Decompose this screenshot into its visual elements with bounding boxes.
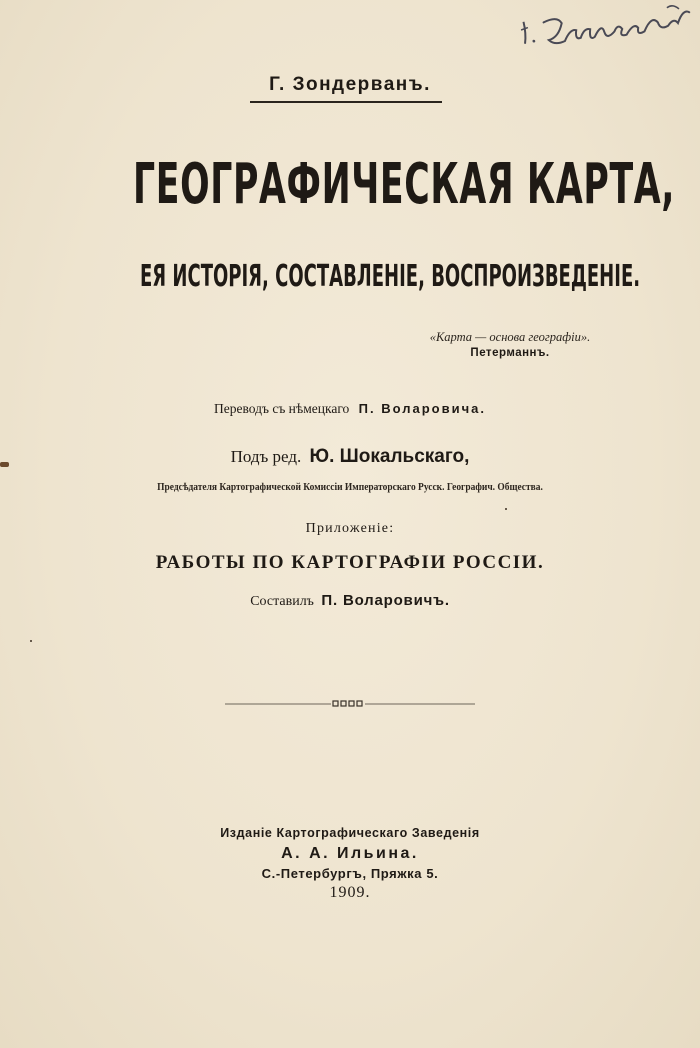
- ornament-divider: [225, 697, 475, 709]
- epigraph: [400, 330, 620, 359]
- paper-speck: [505, 508, 507, 510]
- translation-prefix: Переводъ съ нѣмецкаго: [213, 401, 350, 416]
- book-subtitle: ЕЯ ИСТОРІЯ, СОСТАВЛЕНІЕ, ВОСПРОИЗВЕДЕНІЕ.: [139, 259, 641, 294]
- appendix-label: Приложеніе:: [305, 521, 395, 536]
- translation-credit: [0, 401, 700, 417]
- epigraph-author: Петерманнъ.: [470, 347, 550, 359]
- publication-year: 1909.: [329, 884, 371, 901]
- book-title: ГЕОГРАФИЧЕСКАЯ КАРТА,: [133, 152, 676, 217]
- editor-title: Предсѣдателя Картографической Комиссіи Императорскаго Русск. Географич. Общества.: [157, 481, 543, 493]
- editor-name: Ю. Шокальскаго,: [309, 446, 470, 467]
- author-name: Г. Зондерванъ.: [269, 74, 431, 95]
- translator-name: П. Воларовича.: [358, 401, 486, 416]
- author-underline: [250, 101, 442, 103]
- editor-prefix: Подъ ред.: [230, 447, 302, 466]
- margin-stain: [0, 462, 9, 467]
- publisher-line: Изданіе Картографическаго Заведенія: [220, 826, 480, 840]
- compiler-name: П. Воларовичъ.: [321, 592, 450, 609]
- compiler-credit: [0, 592, 700, 610]
- epigraph-quote: «Карта — основа географіи».: [429, 330, 591, 344]
- compiled-prefix: Составилъ: [250, 594, 314, 609]
- paper-speck: [30, 640, 32, 642]
- appendix-title: РАБОТЫ ПО КАРТОГРАФІИ РОССІИ.: [155, 552, 545, 573]
- publisher-address: С.-Петербургъ, Пряжка 5.: [261, 866, 439, 881]
- publisher-name: А. А. Ильина.: [281, 845, 419, 862]
- editor-credit: [0, 446, 700, 468]
- handwritten-signature: [517, 0, 698, 54]
